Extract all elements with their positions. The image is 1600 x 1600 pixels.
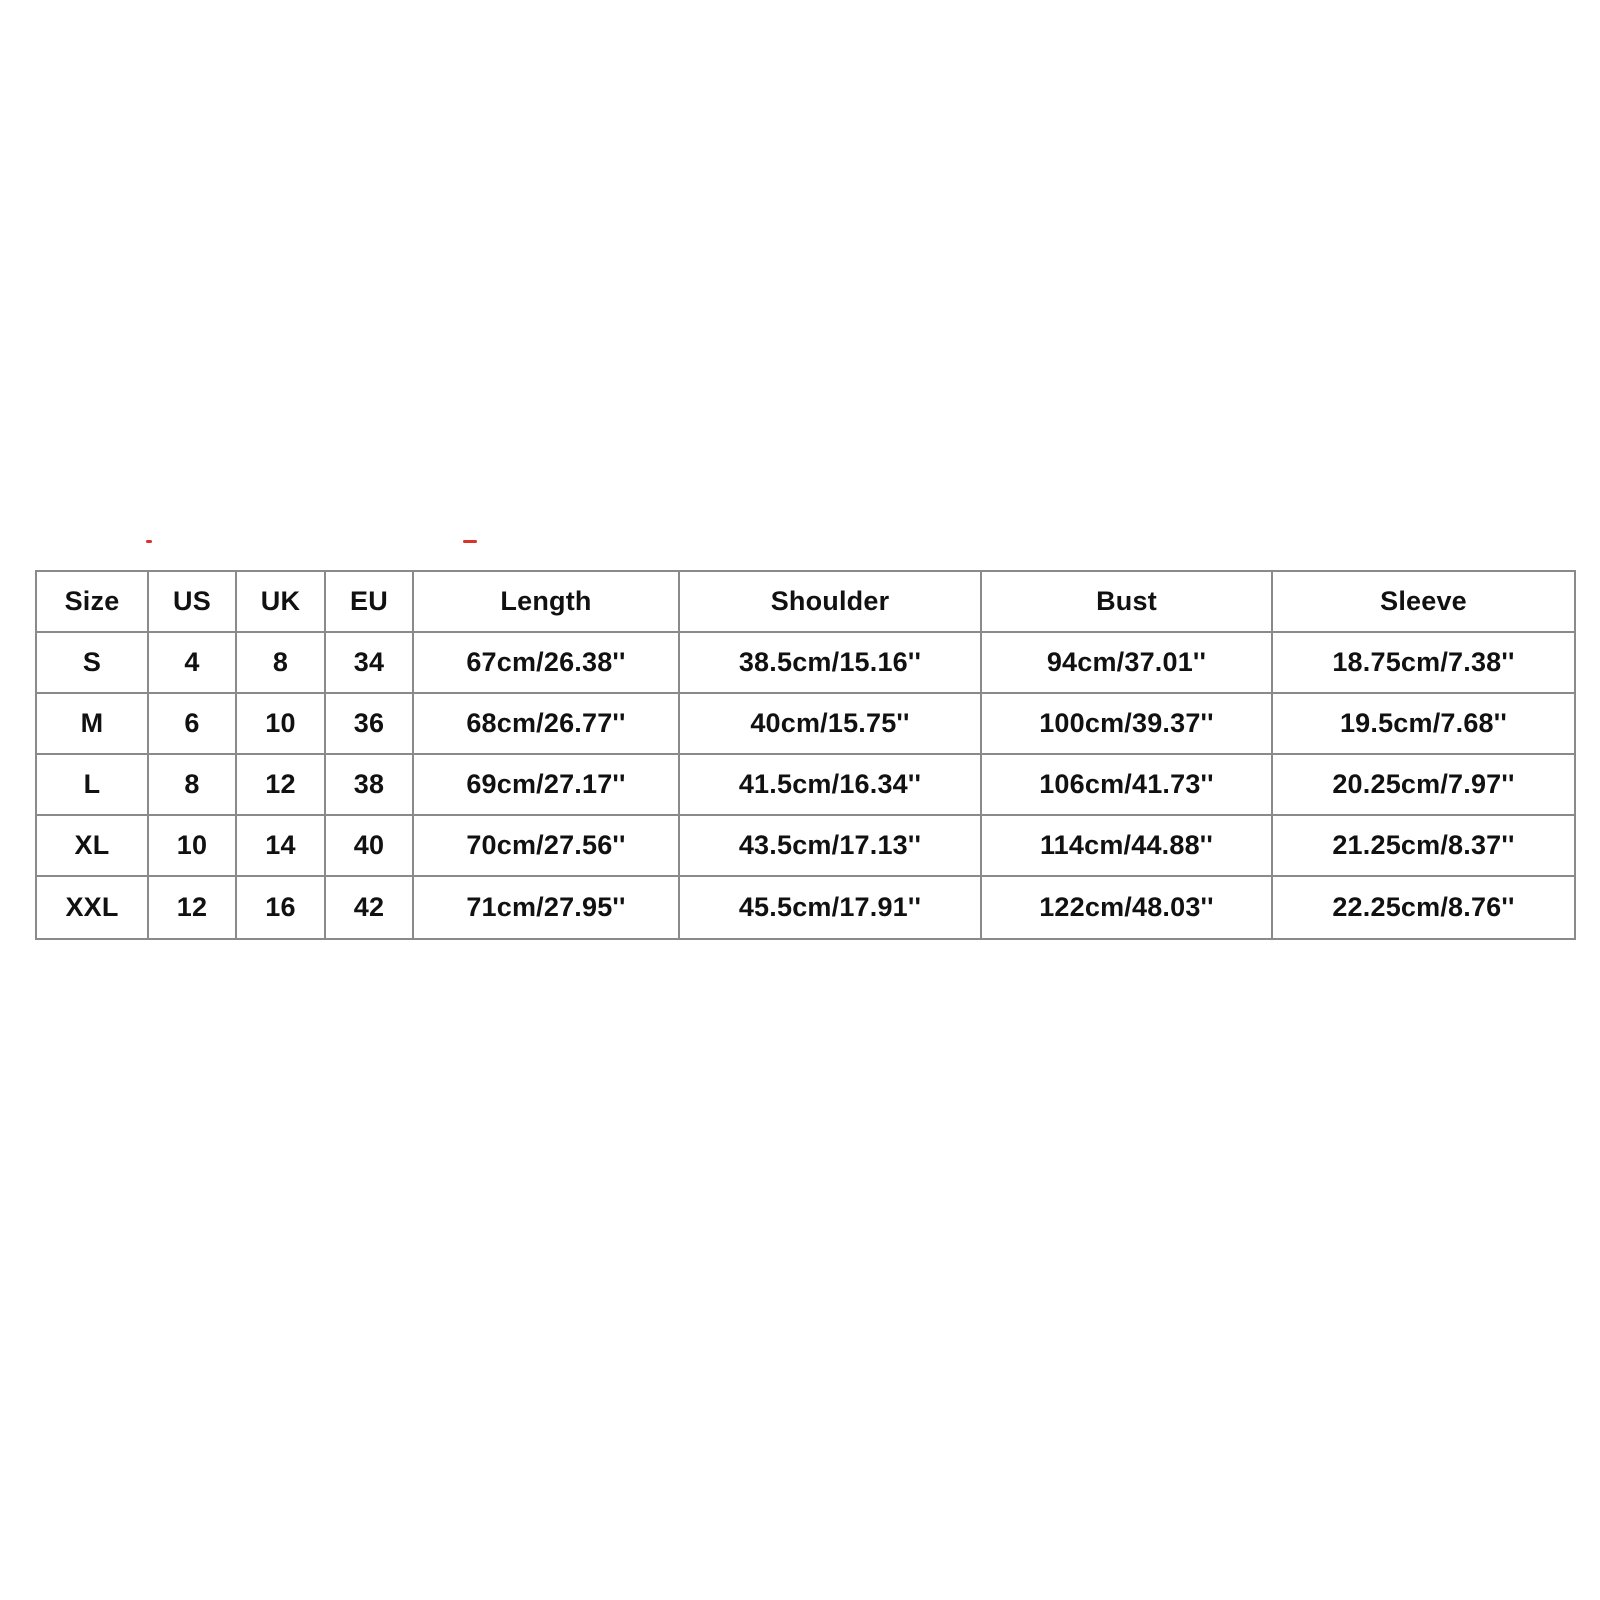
cell-uk: 8 [236,632,325,693]
cell-size: L [36,754,148,815]
cell-bust: 106cm/41.73'' [981,754,1272,815]
cell-bust: 114cm/44.88'' [981,815,1272,876]
header-length: Length [413,571,679,632]
cell-uk: 10 [236,693,325,754]
table-row [36,693,1575,754]
table-row [36,815,1575,876]
cell-us: 4 [148,632,236,693]
cell-shoulder: 43.5cm/17.13'' [679,815,981,876]
cell-eu: 40 [325,815,413,876]
cell-shoulder: 45.5cm/17.91'' [679,876,981,939]
cell-shoulder: 41.5cm/16.34'' [679,754,981,815]
cell-bust: 100cm/39.37'' [981,693,1272,754]
header-sleeve: Sleeve [1272,571,1575,632]
cell-eu: 38 [325,754,413,815]
cell-uk: 12 [236,754,325,815]
header-bust: Bust [981,571,1272,632]
cell-eu: 42 [325,876,413,939]
cell-length: 68cm/26.77'' [413,693,679,754]
cell-size: XXL [36,876,148,939]
cell-eu: 36 [325,693,413,754]
table-row [36,632,1575,693]
cell-length: 70cm/27.56'' [413,815,679,876]
header-eu: EU [325,571,413,632]
cell-us: 6 [148,693,236,754]
header-size: Size [36,571,148,632]
cell-sleeve: 21.25cm/8.37'' [1272,815,1575,876]
accent-mark [463,540,477,543]
cell-bust: 94cm/37.01'' [981,632,1272,693]
cell-length: 71cm/27.95'' [413,876,679,939]
table-row [36,754,1575,815]
cell-uk: 16 [236,876,325,939]
table-row [36,876,1575,939]
cell-sleeve: 18.75cm/7.38'' [1272,632,1575,693]
cell-uk: 14 [236,815,325,876]
cell-size: M [36,693,148,754]
cell-length: 69cm/27.17'' [413,754,679,815]
cell-sleeve: 19.5cm/7.68'' [1272,693,1575,754]
cell-bust: 122cm/48.03'' [981,876,1272,939]
cell-us: 8 [148,754,236,815]
cell-size: S [36,632,148,693]
cell-size: XL [36,815,148,876]
cell-length: 67cm/26.38'' [413,632,679,693]
header-shoulder: Shoulder [679,571,981,632]
cell-shoulder: 40cm/15.75'' [679,693,981,754]
cell-us: 12 [148,876,236,939]
cell-sleeve: 20.25cm/7.97'' [1272,754,1575,815]
cell-eu: 34 [325,632,413,693]
accent-mark [146,540,152,543]
size-chart-table [35,570,1576,940]
cell-sleeve: 22.25cm/8.76'' [1272,876,1575,939]
header-us: US [148,571,236,632]
cell-us: 10 [148,815,236,876]
header-uk: UK [236,571,325,632]
cell-shoulder: 38.5cm/15.16'' [679,632,981,693]
header-row [36,571,1575,632]
